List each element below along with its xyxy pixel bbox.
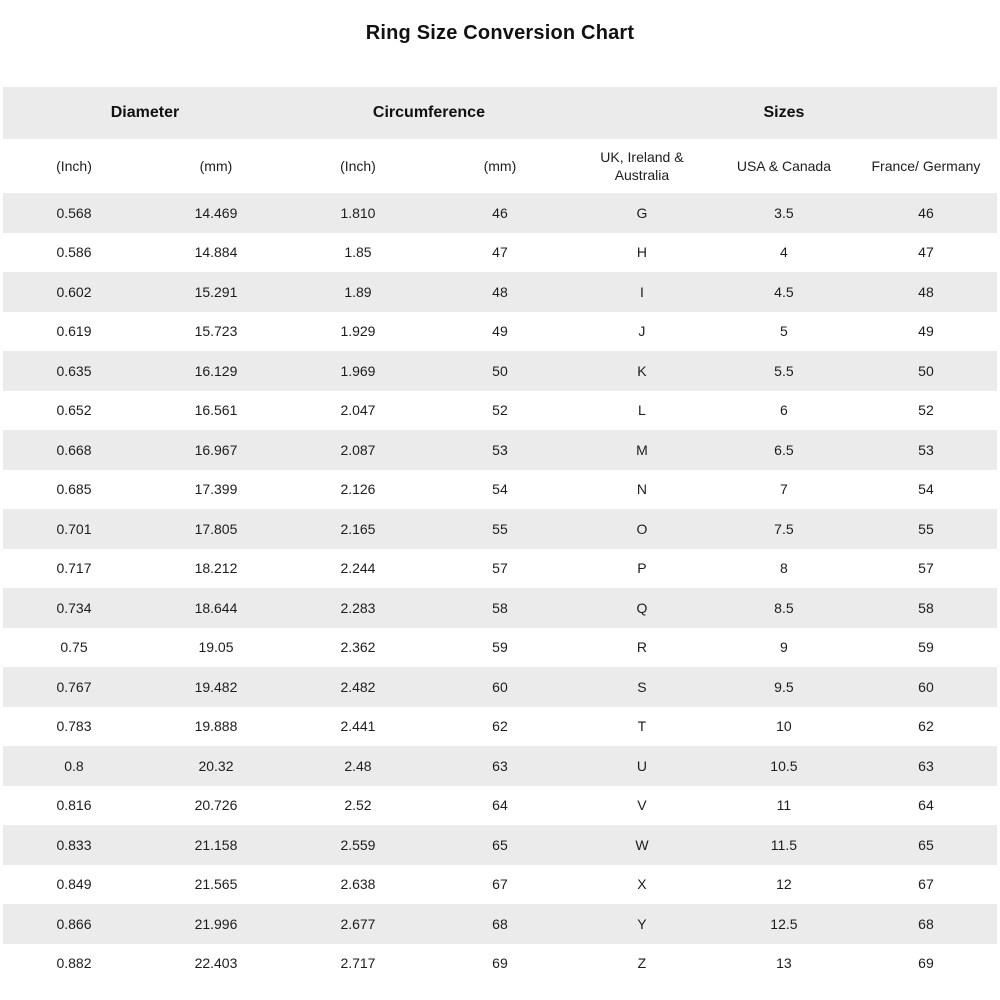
table-cell: N: [636, 481, 647, 498]
table-cell: 2.677: [340, 915, 376, 932]
table-cell: 0.635: [56, 362, 92, 379]
table-cell: 10: [776, 718, 792, 735]
table-row: [3, 904, 997, 944]
ring-size-table: [3, 87, 997, 983]
table-cell: 53: [918, 441, 934, 458]
table-cell: 0.652: [56, 402, 92, 419]
table-cell: 20.726: [194, 797, 238, 814]
table-cell: 2.047: [340, 402, 376, 419]
table-cell: 2.717: [340, 955, 376, 972]
table-cell: 19.05: [198, 639, 234, 656]
table-cell: 60: [918, 678, 934, 695]
table-cell: 0.668: [56, 441, 92, 458]
table-cell: 8: [780, 560, 788, 577]
table-row: [3, 470, 997, 510]
table-cell: J: [638, 323, 646, 340]
table-cell: 0.882: [56, 955, 92, 972]
table-cell: 52: [918, 402, 934, 419]
table-cell: 62: [918, 718, 934, 735]
table-cell: 59: [492, 639, 508, 656]
table-cell: 47: [918, 244, 934, 261]
table-cell: 69: [492, 955, 508, 972]
table-row: [3, 944, 997, 984]
table-cell: 14.884: [194, 244, 238, 261]
table-cell: 16.561: [194, 402, 238, 419]
table-cell: 0.602: [56, 283, 92, 300]
table-cell: 67: [918, 876, 934, 893]
table-row: [3, 707, 997, 747]
table-cell: 7.5: [774, 520, 794, 537]
table-cell: 58: [918, 599, 934, 616]
table-cell: 2.638: [340, 876, 376, 893]
table-row: [3, 746, 997, 786]
table-cell: 16.129: [194, 362, 238, 379]
table-cell: 46: [492, 204, 508, 221]
table-cell: 4: [780, 244, 788, 261]
table-cell: V: [637, 797, 647, 814]
table-cell: 57: [492, 560, 508, 577]
table-body: [3, 193, 997, 983]
table-cell: 50: [918, 362, 934, 379]
table-cell: 9.5: [774, 678, 794, 695]
table-cell: 4.5: [774, 283, 794, 300]
table-cell: 55: [918, 520, 934, 537]
table-cell: 2.441: [340, 718, 376, 735]
table-cell: W: [635, 836, 649, 853]
table-cell: 49: [918, 323, 934, 340]
group-header-sizes: Sizes: [571, 87, 997, 139]
table-cell: 12: [776, 876, 792, 893]
table-cell: 53: [492, 441, 508, 458]
table-cell: 0.75: [60, 639, 88, 656]
table-cell: G: [636, 204, 648, 221]
table-cell: 65: [918, 836, 934, 853]
table-cell: 0.701: [56, 520, 92, 537]
table-cell: 2.126: [340, 481, 376, 498]
table-cell: 13: [776, 955, 792, 972]
table-cell: 9: [780, 639, 788, 656]
column-header-uk-ireland-australia: UK, Ireland & Australia: [571, 139, 713, 193]
table-cell: L: [638, 402, 646, 419]
table-row: [3, 391, 997, 431]
table-cell: 21.158: [194, 836, 238, 853]
table-cell: 60: [492, 678, 508, 695]
column-header-row: [3, 139, 997, 193]
table-cell: 55: [492, 520, 508, 537]
table-row: [3, 628, 997, 668]
table-cell: 20.32: [198, 757, 234, 774]
table-cell: 1.85: [344, 244, 372, 261]
table-cell: 0.783: [56, 718, 92, 735]
table-cell: U: [636, 757, 647, 774]
group-header-row: [3, 87, 997, 139]
table-cell: X: [637, 876, 647, 893]
table-cell: 63: [918, 757, 934, 774]
table-cell: 18.644: [194, 599, 238, 616]
table-cell: 2.48: [344, 757, 372, 774]
table-row: [3, 351, 997, 391]
table-cell: K: [637, 362, 647, 379]
table-cell: 3.5: [774, 204, 794, 221]
table-cell: 52: [492, 402, 508, 419]
table-cell: 11.5: [770, 836, 798, 853]
table-cell: Z: [637, 955, 647, 972]
table-row: [3, 233, 997, 273]
column-header-circumference-mm: (mm): [429, 139, 571, 193]
table-cell: 7: [780, 481, 788, 498]
table-cell: Y: [637, 915, 647, 932]
table-cell: 69: [918, 955, 934, 972]
table-cell: I: [639, 283, 644, 300]
table-cell: 14.469: [194, 204, 238, 221]
table-cell: 63: [492, 757, 508, 774]
table-row: [3, 193, 997, 233]
table-cell: O: [636, 520, 648, 537]
table-cell: 50: [492, 362, 508, 379]
table-row: [3, 509, 997, 549]
table-cell: 22.403: [194, 955, 238, 972]
table-row: [3, 588, 997, 628]
table-cell: 17.805: [194, 520, 238, 537]
table-cell: 21.996: [194, 915, 238, 932]
table-cell: 12.5: [770, 915, 798, 932]
table-cell: 0.8: [64, 757, 84, 774]
table-cell: 0.619: [56, 323, 92, 340]
table-cell: 48: [918, 283, 934, 300]
table-cell: M: [636, 441, 648, 458]
table-cell: 0.734: [56, 599, 92, 616]
table-cell: 0.816: [56, 797, 92, 814]
table-cell: 11: [776, 797, 792, 814]
table-cell: 46: [918, 204, 934, 221]
table-cell: R: [636, 639, 647, 656]
table-cell: S: [637, 678, 647, 695]
table-cell: 49: [492, 323, 508, 340]
table-row: [3, 430, 997, 470]
table-cell: 1.89: [344, 283, 372, 300]
table-row: [3, 549, 997, 589]
table-cell: 0.685: [56, 481, 92, 498]
table-cell: 2.362: [340, 639, 376, 656]
table-cell: 21.565: [194, 876, 238, 893]
table-cell: 16.967: [194, 441, 238, 458]
table-cell: 64: [918, 797, 934, 814]
table-cell: 1.929: [340, 323, 376, 340]
table-cell: 58: [492, 599, 508, 616]
column-header-diameter-inch: (Inch): [3, 139, 145, 193]
table-cell: 5: [780, 323, 788, 340]
table-cell: 15.723: [194, 323, 238, 340]
table-header: [3, 87, 997, 193]
table-cell: 0.866: [56, 915, 92, 932]
table-cell: 2.482: [340, 678, 376, 695]
column-header-france-germany: France/ Germany: [855, 139, 997, 193]
table-cell: P: [637, 560, 647, 577]
table-cell: 19.888: [194, 718, 238, 735]
column-header-circumference-inch: (Inch): [287, 139, 429, 193]
table-cell: 0.717: [56, 560, 92, 577]
table-cell: 54: [492, 481, 508, 498]
page-title: Ring Size Conversion Chart: [365, 22, 635, 44]
table-cell: 17.399: [194, 481, 238, 498]
table-cell: 47: [492, 244, 508, 261]
table-row: [3, 865, 997, 905]
table-cell: 48: [492, 283, 508, 300]
table-cell: 15.291: [194, 283, 238, 300]
table-cell: 68: [492, 915, 508, 932]
group-header-diameter: Diameter: [3, 87, 287, 139]
table-cell: H: [636, 244, 647, 261]
column-header-usa-canada: USA & Canada: [713, 139, 855, 193]
table-cell: 8.5: [774, 599, 794, 616]
table-row: [3, 825, 997, 865]
table-cell: 2.244: [340, 560, 376, 577]
table-cell: 68: [918, 915, 934, 932]
table-row: [3, 312, 997, 352]
table-cell: 2.165: [340, 520, 376, 537]
table-cell: T: [637, 718, 647, 735]
table-cell: 0.568: [56, 204, 92, 221]
column-header-diameter-mm: (mm): [145, 139, 287, 193]
table-cell: 1.969: [340, 362, 376, 379]
table-cell: 65: [492, 836, 508, 853]
table-cell: 67: [492, 876, 508, 893]
table-row: [3, 667, 997, 707]
table-row: [3, 786, 997, 826]
table-cell: 6: [780, 402, 788, 419]
table-row: [3, 272, 997, 312]
table-cell: 57: [918, 560, 934, 577]
table-cell: 0.833: [56, 836, 92, 853]
table-cell: 0.586: [56, 244, 92, 261]
table-cell: 64: [492, 797, 508, 814]
table-cell: 1.810: [340, 204, 376, 221]
table-cell: 2.52: [344, 797, 372, 814]
table-cell: 0.767: [56, 678, 92, 695]
table-cell: 5.5: [774, 362, 794, 379]
table-cell: 2.283: [340, 599, 376, 616]
table-cell: 6.5: [774, 441, 794, 458]
table-cell: 54: [918, 481, 934, 498]
table-cell: 19.482: [194, 678, 238, 695]
table-cell: 0.849: [56, 876, 92, 893]
table-cell: 2.559: [340, 836, 376, 853]
table-cell: Q: [636, 599, 648, 616]
table-cell: 10.5: [770, 757, 798, 774]
table-cell: 18.212: [194, 560, 238, 577]
group-header-circumference: Circumference: [287, 87, 571, 139]
table-cell: 2.087: [340, 441, 376, 458]
table-cell: 59: [918, 639, 934, 656]
table-cell: 62: [492, 718, 508, 735]
